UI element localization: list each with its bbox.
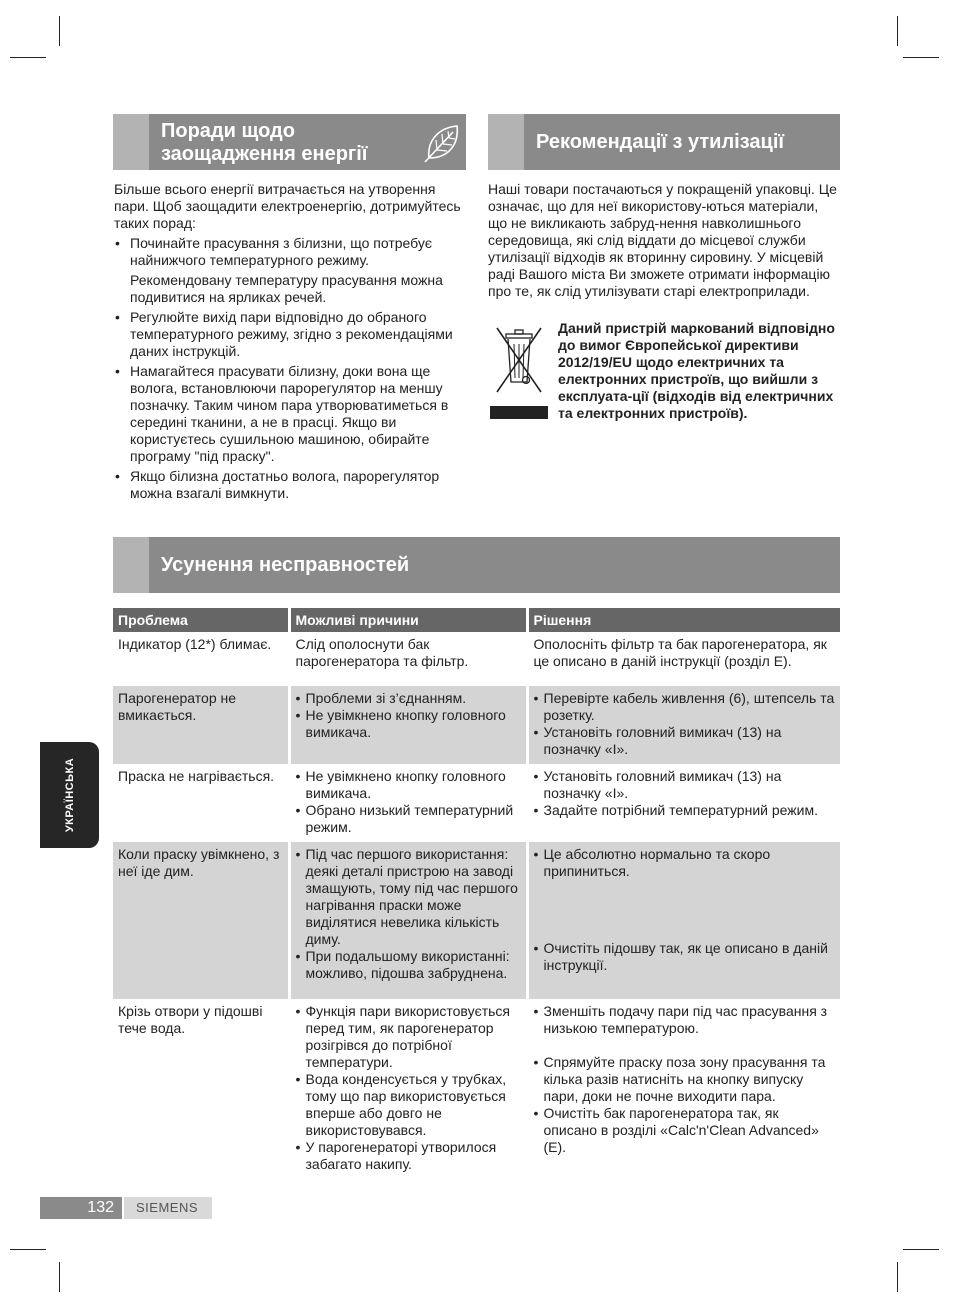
leaf-icon [423, 120, 463, 164]
solutions-cell [527, 764, 840, 842]
energy-title-line2: заощадження енергії [161, 143, 368, 165]
column-header: Рішення [527, 608, 840, 632]
energy-tips [114, 235, 464, 502]
table-row [113, 764, 840, 842]
cause-item: • Не увімкнено кнопку головного вимикача. [296, 707, 521, 741]
table-row [113, 999, 840, 1179]
solutions-cell: Ополосніть фільтр та бак парогенератора, як це описано в даній інструкції (розділ E). [533, 636, 827, 669]
cause-item: • У парогенераторі утворилося забагато накипу. [296, 1139, 521, 1173]
causes-cell [289, 686, 527, 764]
energy-tip: • Намагайтеся прасувати білизну, доки вона ще волога, встановлюючи парорегулятор на меншу позначку. Таким чином пара утворюватиметься в середині тканини, а не в прасці. Якщо ви користуєтесь сушильною машиною, обирайте програму "під праску". [114, 363, 464, 465]
table-row [113, 686, 840, 764]
crop-mark [897, 16, 898, 46]
problem-cell: Парогенератор не вмикається. [113, 686, 289, 764]
causes-cell [289, 764, 527, 842]
solution-item: • Зменшіть подачу пари під час прасування з низькою температурою. [534, 1003, 836, 1037]
table-header-row [113, 608, 840, 632]
solution-item: • Задайте потрібний температурний режим. [534, 802, 836, 819]
header-tab [488, 114, 524, 170]
cause-item: • Вода конденсується у трубках, тому що пар використовується вперше або довго не використовувався. [296, 1071, 521, 1139]
problem-cell: Праска не нагрівається. [113, 764, 289, 842]
cause-item: • Обрано низький температурний режим. [296, 802, 521, 836]
crop-mark [903, 1249, 939, 1250]
weee-note: Даний пристрій маркований відповідно до вимог Європейської директиви 2012/19/EU щодо електричних та електронних пристроїв, що вийшли з експлуата-ції (відходів від електричних та електронних пристроїв). [558, 320, 835, 421]
solutions-cell [527, 999, 840, 1179]
header-tab [113, 114, 149, 170]
crop-mark [10, 1249, 46, 1250]
energy-tip: • Регулюйте вихід пари відповідно до обраного температурного режиму, згідно з рекомендаціями даних інструкцій. [114, 309, 464, 360]
crossed-bin-icon [488, 322, 550, 422]
problem-cell: Крізь отвори у підошві тече вода. [113, 999, 289, 1179]
crop-mark [903, 57, 939, 58]
causes-cell [289, 842, 527, 999]
crop-mark [10, 57, 46, 58]
energy-tip-text: Починайте прасування з білизни, що потребує найнижчого температурного режиму. [130, 235, 433, 268]
troubleshooting-title: Усунення несправностей [161, 554, 410, 576]
page-number: 132 [40, 1197, 122, 1219]
crop-mark [59, 16, 60, 46]
column-header: Можливі причини [289, 608, 527, 632]
cause-item: • Функція пари використовується перед тим, як парогенератор розігрівся до потрібної температури. [296, 1003, 521, 1071]
cause-item: • При подальшому використанні: можливо, підошва забруднена. [296, 948, 521, 982]
crop-mark [897, 1262, 898, 1292]
energy-section-header [113, 114, 466, 170]
disposal-text: Наші товари постачаються у покращеній упаковці. Це означає, що для неї використову-ються матеріали, що не викликають забруд-нення навколишнього середовища, які слід віддати до місцевої служби утилізації відходів як вторинну сировину. У місцевій раді Вашого міста Ви зможете отримати інформацію про те, як слід утилізувати старі електроприлади. [488, 181, 837, 299]
troubleshooting-section-header [113, 537, 840, 593]
solution-item: • Це абсолютно нормально та скоро припиниться. [534, 846, 836, 880]
energy-content [114, 181, 464, 502]
brand-label: SIEMENS [124, 1197, 212, 1219]
disposal-section-header [488, 114, 840, 170]
solution-item: • Установіть головний вимикач (13) на позначку «I». [534, 768, 836, 802]
energy-tip [114, 235, 464, 306]
column-header: Проблема [113, 608, 289, 632]
solution-item: • Очистіть бак парогенератора так, як описано в розділі «Calc'n'Clean Advanced» (E). [534, 1105, 836, 1156]
disposal-section-title: Рекомендації з утилізації [536, 131, 785, 153]
solution-item: • Установіть головний вимикач (13) на позначку «I». [534, 724, 836, 758]
energy-title-line1: Поради щодо [161, 120, 295, 142]
crop-mark [59, 1262, 60, 1292]
energy-tip: • Якщо білизна достатньо волога, парорегулятор можна взагалі вимкнути. [114, 468, 464, 502]
cause-item: • Проблеми зі з’єднанням. [296, 690, 521, 707]
problem-cell: Індикатор (12*) блимає. [113, 632, 289, 686]
table-row [113, 632, 840, 686]
cause-item: • Не увімкнено кнопку головного вимикача. [296, 768, 521, 802]
solution-item: • Очистіть підошву так, як це описано в даній інструкції. [534, 940, 836, 974]
language-tab-label: УКРАЇНСЬКА [63, 757, 76, 833]
energy-intro: Більше всього енергії витрачається на утворення пари. Щоб заощадити електроенергію, дотримуйтесь таких порад: [114, 181, 461, 231]
causes-cell: Слід ополоснути бак парогенератора та фільтр. [289, 632, 527, 686]
energy-section-title [161, 120, 367, 166]
header-tab [113, 537, 149, 593]
cause-item: • Під час першого використання: деякі деталі пристрою на заводі змащують, тому під час першого нагрівання праски може виділятися невелика кількість диму. [296, 846, 521, 948]
solution-item: • Перевірте кабель живлення (6), штепсель та розетку. [534, 690, 836, 724]
language-tab [40, 742, 99, 848]
problem-cell: Коли праску увімкнено, з неї іде дим. [113, 842, 289, 999]
solution-item: • Спрямуйте праску поза зону прасування та кілька разів натисніть на кнопку випуску пари, доки не почне виходити пара. [534, 1054, 836, 1105]
troubleshooting-table [113, 608, 840, 1179]
causes-cell [289, 999, 527, 1179]
solutions-cell [527, 686, 840, 764]
table-row [113, 842, 840, 999]
energy-tip-extra: Рекомендовану температуру прасування можна подивитися на ярликах речей. [130, 272, 443, 305]
solutions-cell [527, 842, 840, 999]
